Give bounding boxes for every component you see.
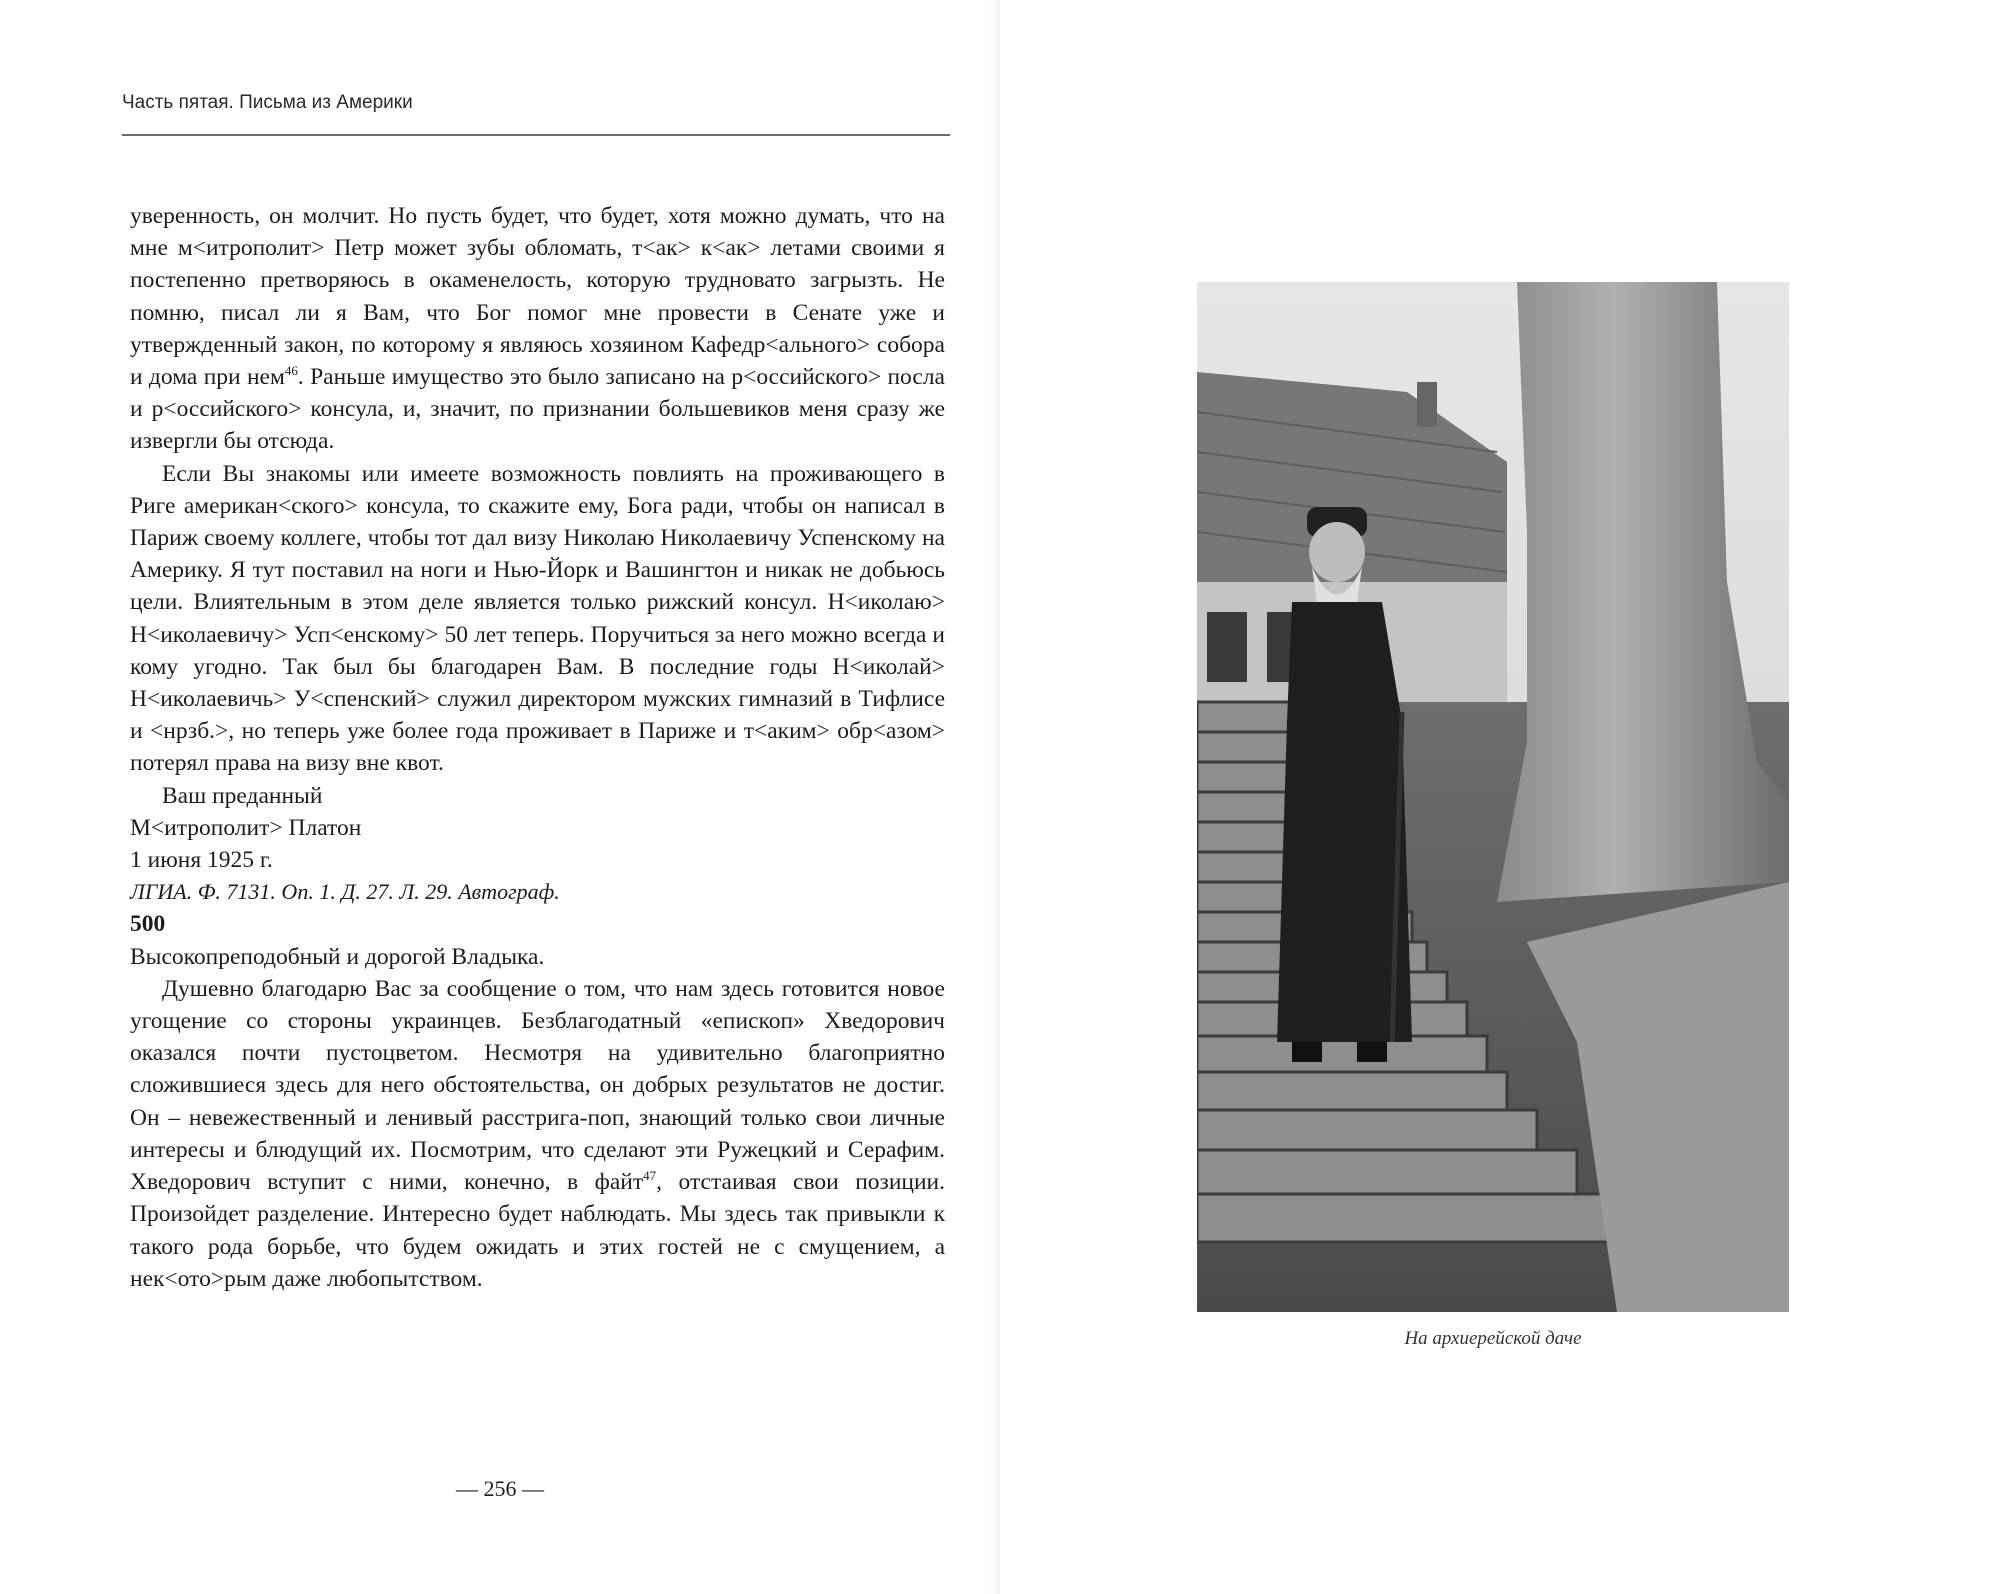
footnote-ref-46[interactable]: 46 bbox=[284, 363, 298, 379]
letter-number: 500 bbox=[130, 911, 166, 938]
letter-500-paragraph-1: Душевно благодарю Вас за сообщение о том, что нам здесь готовится новое угощение со стороны украинцев. Безблагодатный «епископ» Хведорович оказался почти пустоцветом. Несмотря на удивительно благоприятно сложившиеся здесь для него обстоятельства, он добрых результатов не достиг. Он – невежественный и ленивый расстрига-поп, знающий только свои личные интересы и блюдущий их. Посмотрим, что сделают эти Ружецкий и Серафим. Хведорович вступит с ними, конечно, в файт$^{47}$, отстаивая свои позиции. Произойдет разделение. Интересно будет наблюдать. Мы здесь так привыкли к такого рода борьбе, что будем ожидать и этих гостей не с смущением, а нек<ото>рым даже любопытством. bbox=[130, 975, 946, 1292]
letter-closing: Ваш преданный bbox=[162, 782, 323, 809]
footnote-ref-47[interactable]: 47 bbox=[643, 1168, 657, 1184]
header-rule bbox=[122, 134, 950, 136]
letter-signature: М<итрополит> Платон bbox=[130, 814, 362, 841]
archive-reference: ЛГИА. Ф. 7131. Оп. 1. Д. 27. Л. 29. Автограф. bbox=[130, 879, 560, 905]
letter-499-paragraph-1: уверенность, он молчит. Но пусть будет, что будет, хотя можно думать, что на мне м<итрополит> Петр может зубы обломать, т<ак> к<ак> летами своими я постепенно претворяюсь в окаменелость, которую трудновато загрызть. Не помню, писал ли я Вам, что Бог помог мне провести в Сенате уже и утвержденный закон, по которому я являюсь хозяином Кафедр<ального> собора и дома при нем$^{46}$. Раньше имущество это было записано на р<оссийского> посла и р<оссийского> консула, и, значит, по признании большевиков меня сразу же извергли бы отсюда. bbox=[130, 203, 945, 455]
page-number: — 256 — bbox=[456, 1476, 544, 1501]
body-text bbox=[130, 200, 945, 1295]
letter-salutation: Высокопреподобный и дорогой Владыка. bbox=[130, 943, 545, 970]
running-head: Часть пятая. Письма из Америки bbox=[122, 92, 413, 113]
letter-date: 1 июня 1925 г. bbox=[130, 847, 273, 874]
photo-caption: На архиерейской даче bbox=[1404, 1328, 1582, 1349]
photograph bbox=[1197, 282, 1789, 1312]
letter-499-paragraph-2: Если Вы знакомы или имеете возможность повлиять на проживающего в Риге американ<ского> консула, то скажите ему, Бога ради, чтобы он написал в Париж своему коллеге, чтобы тот дал визу Николаю Николаевичу Успенскому на Америку. Я тут поставил на ноги и Нью-Йорк и Вашингтон и никак не добьюсь цели. Влиятельным в этом деле является только рижский консул. Н<иколаю> Н<иколаевичу> Усп<енскому> 50 лет теперь. Поручиться за него можно всегда и кому угодно. Так был бы благодарен Вам. В последние годы Н<иколай> Н<иколаевичь> У<спенский> служил директором мужских гимназий в Тифлисе и <нрзб.>, но теперь уже более года проживает в Париже и т<аким> обр<азом> потерял права на визу вне квот. bbox=[130, 460, 945, 777]
